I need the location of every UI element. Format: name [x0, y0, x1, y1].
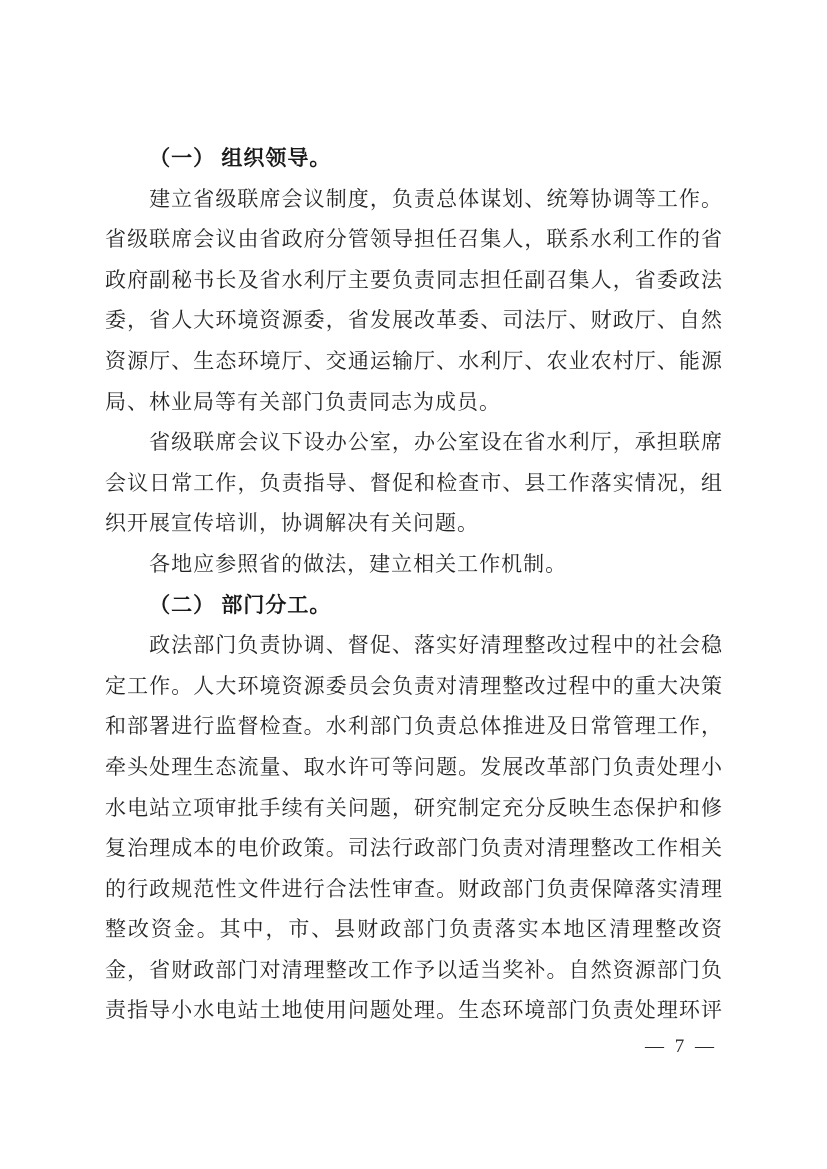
text-line: 会议日常工作，负责指导、督促和检查市、县工作落实情况，组: [105, 470, 723, 495]
text-line: 牵头处理生态流量、取水许可等问题。发展改革部门负责处理小: [105, 754, 723, 779]
text-line: 委，省人大环境资源委，省发展改革委、司法厅、财政厅、自然: [105, 308, 723, 333]
text-line: 水电站立项审批手续有关问题，研究制定充分反映生态保护和修: [105, 795, 723, 820]
page-number: — 7 —: [645, 1036, 717, 1057]
text-line: 复治理成本的电价政策。司法行政部门负责对清理整改工作相关: [105, 836, 723, 861]
text-line: 政法部门负责协调、督促、落实好清理整改过程中的社会稳: [149, 633, 723, 658]
text-line: 定工作。人大环境资源委员会负责对清理整改过程中的重大决策: [105, 673, 723, 698]
text-line: 省级联席会议下设办公室，办公室设在省水利厅，承担联席: [149, 430, 723, 455]
text-line: 省级联席会议由省政府分管领导担任召集人，联系水利工作的省: [105, 227, 723, 252]
text-line: 织开展宣传培训，协调解决有关问题。: [105, 511, 479, 536]
text-line: 资源厅、生态环境厅、交通运输厅、水利厅、农业农村厅、能源: [105, 348, 723, 373]
text-line: 政府副秘书长及省水利厅主要负责同志担任副召集人，省委政法: [105, 267, 723, 292]
text-line: 局、林业局等有关部门负责同志为成员。: [105, 389, 501, 414]
text-line: 和部署进行监督检查。水利部门负责总体推进及日常管理工作，: [105, 714, 723, 739]
section-heading: （二） 部门分工。: [149, 592, 332, 617]
text-line: 整改资金。其中，市、县财政部门负责落实本地区清理整改资: [105, 917, 723, 942]
text-line: 的行政规范性文件进行合法性审查。财政部门负责保障落实清理: [105, 876, 723, 901]
text-line: 建立省级联席会议制度，负责总体谋划、统筹协调等工作。: [149, 186, 723, 211]
text-line: 责指导小水电站土地使用问题处理。生态环境部门负责处理环评: [105, 998, 723, 1023]
section-heading: （一） 组织领导。: [149, 146, 332, 170]
text-line: 金，省财政部门对清理整改工作予以适当奖补。自然资源部门负: [105, 957, 723, 982]
text-line: 各地应参照省的做法，建立相关工作机制。: [149, 551, 568, 576]
document-text: [105, 138, 723, 1031]
